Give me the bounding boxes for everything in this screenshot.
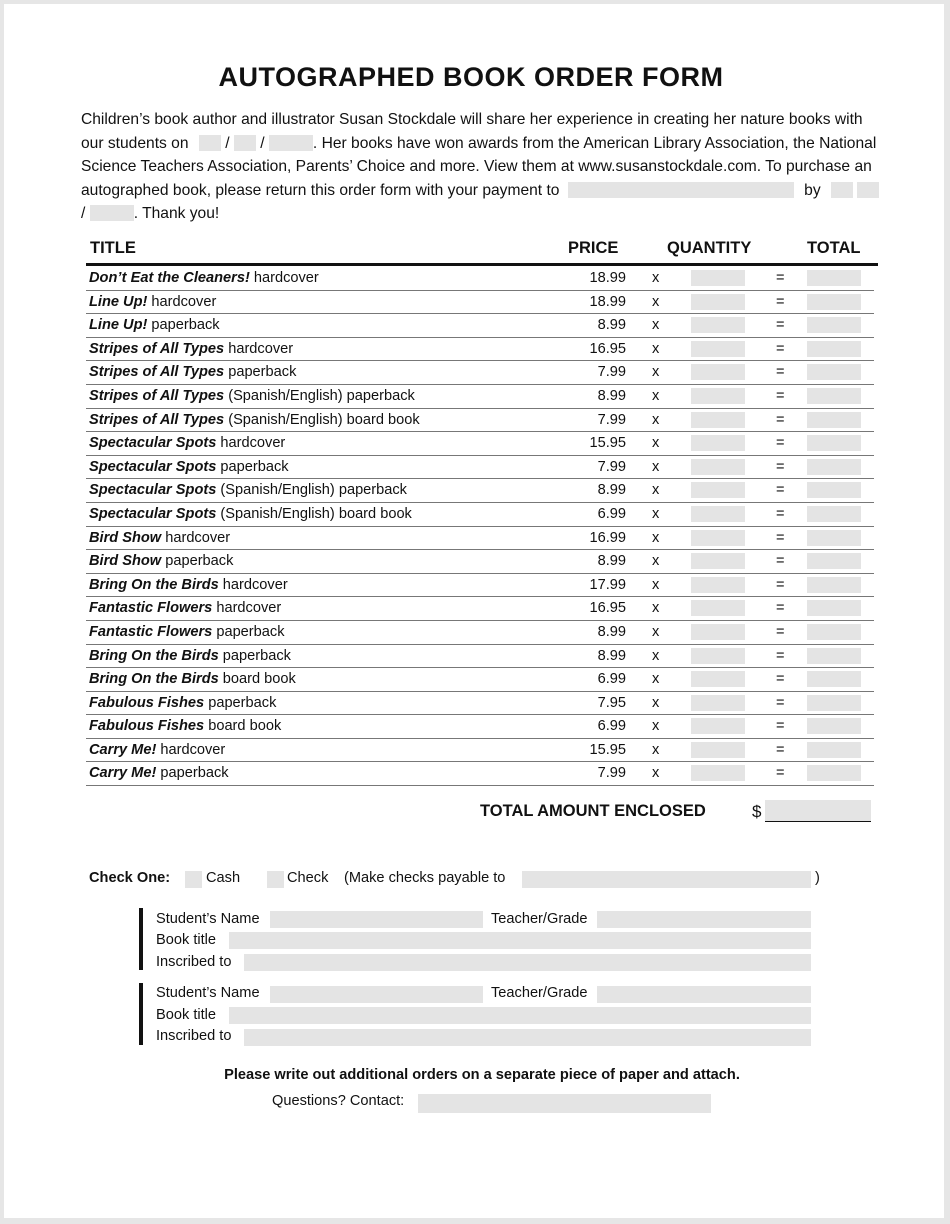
book-format: board book [204, 718, 282, 735]
book-format: hardcover [218, 576, 288, 593]
teacher-grade-field[interactable] [597, 986, 811, 1003]
book-title-bold: Stripes of All Types [89, 340, 225, 357]
equals-sign: = [776, 364, 785, 381]
teacher-grade-label: Teacher/Grade [491, 911, 588, 927]
table-row [86, 338, 874, 362]
inscribed-to-field[interactable] [244, 954, 811, 971]
line-total-field[interactable] [807, 695, 861, 711]
line-total-field[interactable] [807, 294, 861, 310]
order-group-2 [139, 983, 143, 1045]
book-price: 16.95 [589, 600, 626, 617]
table-row [86, 574, 874, 598]
book-price: 8.99 [597, 647, 626, 664]
inscribed-to-label: Inscribed to [156, 954, 232, 970]
table-row [86, 692, 874, 716]
intro-thanks: . Thank you! [133, 205, 220, 222]
times-sign: x [652, 435, 660, 452]
quantity-field[interactable] [691, 624, 745, 640]
quantity-field[interactable] [691, 600, 745, 616]
equals-sign: = [776, 293, 785, 310]
book-format: hardcover [249, 270, 319, 286]
book-title [89, 435, 285, 451]
times-sign: x [652, 505, 660, 522]
equals-sign: = [776, 505, 785, 522]
quantity-field[interactable] [691, 648, 745, 664]
quantity-field[interactable] [691, 459, 745, 475]
times-sign: x [652, 694, 660, 711]
book-title-bold: Carry Me! [89, 741, 157, 758]
book-title-bold: Bring On the Birds [89, 576, 219, 593]
additional-orders-note: Please write out additional orders on a separate piece of paper and attach. [224, 1067, 740, 1083]
table-row [86, 762, 874, 786]
equals-sign: = [776, 718, 785, 735]
book-format: hardcover [224, 340, 294, 357]
visit-month-field[interactable] [199, 135, 221, 151]
line-total-field[interactable] [807, 364, 861, 380]
book-format: paperback [218, 647, 291, 664]
equals-sign: = [776, 741, 785, 758]
equals-sign: = [776, 270, 785, 286]
equals-sign: = [776, 387, 785, 404]
book-format: board book [218, 671, 296, 688]
quantity-field[interactable] [691, 671, 745, 687]
quantity-field[interactable] [691, 577, 745, 593]
book-title [89, 388, 415, 404]
book-price: 7.99 [597, 411, 626, 428]
equals-sign: = [776, 529, 785, 546]
book-title-bold: Spectacular Spots [89, 482, 217, 499]
check-label: Check [287, 870, 329, 886]
book-price: 7.99 [597, 765, 626, 782]
header-total: TOTAL [807, 239, 861, 257]
intro-text-1: Children’s book author and illustrator Susan Stockdale will share her experience in creating her nature books with our students on [81, 111, 863, 152]
book-price: 15.95 [589, 741, 626, 758]
book-title [89, 600, 281, 616]
book-title-bold: Don’t Eat the Cleaners! [89, 270, 250, 286]
book-title-bold: Fantastic Flowers [89, 623, 213, 640]
quantity-field[interactable] [691, 294, 745, 310]
book-price: 7.99 [597, 458, 626, 475]
equals-sign: = [776, 458, 785, 475]
book-title-bold: Spectacular Spots [89, 505, 217, 522]
total-amount-field[interactable] [765, 800, 871, 822]
table-row [86, 479, 874, 503]
check-one-label: Check One: [89, 870, 171, 886]
times-sign: x [652, 647, 660, 664]
equals-sign: = [776, 600, 785, 617]
book-title-bold: Line Up! [89, 293, 148, 310]
book-title [89, 364, 296, 380]
times-sign: x [652, 553, 660, 570]
times-sign: x [652, 671, 660, 688]
date-slash: / [81, 205, 86, 222]
table-row [86, 527, 874, 551]
quantity-field[interactable] [691, 718, 745, 734]
student-name-label: Student’s Name [156, 911, 260, 927]
order-table [86, 267, 874, 786]
times-sign: x [652, 718, 660, 735]
book-title [89, 624, 285, 640]
line-total-field[interactable] [807, 577, 861, 593]
table-row [86, 409, 874, 433]
book-price: 8.99 [597, 317, 626, 334]
table-row [86, 597, 874, 621]
cash-label: Cash [206, 870, 241, 886]
book-title-bold: Stripes of All Types [89, 364, 225, 381]
quantity-field[interactable] [691, 530, 745, 546]
book-title-bold: Spectacular Spots [89, 458, 217, 475]
times-sign: x [652, 765, 660, 782]
book-title [89, 718, 281, 734]
teacher-grade-label: Teacher/Grade [491, 985, 588, 1001]
book-title [89, 412, 420, 428]
times-sign: x [652, 340, 660, 357]
table-row [86, 715, 874, 739]
equals-sign: = [776, 671, 785, 688]
equals-sign: = [776, 411, 785, 428]
times-sign: x [652, 623, 660, 640]
contact-label: Questions? Contact: [272, 1093, 405, 1109]
book-title [89, 765, 229, 781]
book-format: paperback [224, 364, 297, 381]
book-title [89, 695, 276, 711]
payable-label: (Make checks payable to [344, 870, 506, 886]
table-row [86, 432, 874, 456]
book-format: paperback [147, 317, 220, 334]
book-title [89, 341, 293, 357]
book-format: paperback [161, 553, 234, 570]
book-title [89, 317, 220, 333]
line-total-field[interactable] [807, 530, 861, 546]
times-sign: x [652, 364, 660, 381]
book-price: 8.99 [597, 553, 626, 570]
equals-sign: = [776, 482, 785, 499]
book-title-bold: Fantastic Flowers [89, 600, 213, 617]
teacher-grade-field[interactable] [597, 911, 811, 928]
payment-recipient-field[interactable] [568, 182, 794, 198]
line-total-field[interactable] [807, 412, 861, 428]
book-price: 6.99 [597, 671, 626, 688]
line-total-field[interactable] [807, 718, 861, 734]
equals-sign: = [776, 576, 785, 593]
line-total-field[interactable] [807, 341, 861, 357]
dollar-sign: $ [752, 802, 762, 821]
table-row [86, 668, 874, 692]
line-total-field[interactable] [807, 648, 861, 664]
check-checkbox[interactable] [267, 871, 284, 888]
book-title [89, 482, 407, 498]
line-total-field[interactable] [807, 506, 861, 522]
quantity-field[interactable] [691, 742, 745, 758]
cash-checkbox[interactable] [185, 871, 202, 888]
book-format: (Spanish/English) paperback [216, 482, 407, 499]
line-total-field[interactable] [807, 624, 861, 640]
book-price: 16.99 [589, 529, 626, 546]
quantity-field[interactable] [691, 412, 745, 428]
book-title-field[interactable] [229, 1007, 811, 1024]
book-title-bold: Stripes of All Types [89, 387, 225, 404]
book-title-label: Book title [156, 1007, 217, 1023]
quantity-field[interactable] [691, 317, 745, 333]
book-price: 8.99 [597, 623, 626, 640]
total-label: TOTAL AMOUNT ENCLOSED [480, 802, 706, 820]
student-name-label: Student’s Name [156, 985, 260, 1001]
quantity-field[interactable] [691, 341, 745, 357]
book-format: hardcover [212, 600, 282, 617]
book-price: 8.99 [597, 387, 626, 404]
student-name-field[interactable] [270, 911, 483, 928]
line-total-field[interactable] [807, 482, 861, 498]
book-title [89, 270, 319, 286]
book-format: (Spanish/English) board book [224, 411, 420, 428]
table-row [86, 314, 874, 338]
table-row [86, 503, 874, 527]
book-price: 16.95 [589, 340, 626, 357]
visit-year-field[interactable] [269, 135, 313, 151]
payment-label [89, 870, 170, 886]
book-title-bold: Bird Show [89, 553, 162, 570]
equals-sign: = [776, 340, 785, 357]
quantity-field[interactable] [691, 364, 745, 380]
page-title: AUTOGRAPHED BOOK ORDER FORM [218, 62, 724, 92]
book-format: paperback [216, 458, 289, 475]
line-total-field[interactable] [807, 671, 861, 687]
book-title-bold: Fabulous Fishes [89, 694, 205, 711]
book-title-bold: Fabulous Fishes [89, 718, 205, 735]
book-title [89, 742, 225, 758]
table-row [86, 361, 874, 385]
table-row [86, 739, 874, 763]
times-sign: x [652, 529, 660, 546]
line-total-field[interactable] [807, 435, 861, 451]
book-format: hardcover [156, 741, 226, 758]
order-group-1 [139, 908, 143, 970]
times-sign: x [652, 317, 660, 334]
inscribed-to-label: Inscribed to [156, 1028, 232, 1044]
book-title [89, 506, 412, 522]
equals-sign: = [776, 694, 785, 711]
book-title [89, 294, 216, 310]
book-format: hardcover [147, 293, 217, 310]
times-sign: x [652, 411, 660, 428]
quantity-field[interactable] [691, 553, 745, 569]
visit-day-field[interactable] [234, 135, 256, 151]
book-format: hardcover [216, 435, 286, 452]
line-total-field[interactable] [807, 270, 861, 286]
quantity-field[interactable] [691, 506, 745, 522]
book-format: (Spanish/English) paperback [224, 387, 415, 404]
book-price: 7.95 [597, 694, 626, 711]
book-price: 6.99 [597, 505, 626, 522]
line-total-field[interactable] [807, 600, 861, 616]
book-title-bold: Bring On the Birds [89, 671, 219, 688]
book-price: 18.99 [589, 270, 626, 286]
equals-sign: = [776, 317, 785, 334]
table-row [86, 291, 874, 315]
book-price: 8.99 [597, 482, 626, 499]
intro-text-2: . Her books have won awards from the American Library Association, the National Science Teachers Association, Parents’ Choice and more. View them at www.susanstockdale.com. To purchase an autographed book, please return this order form with your payment to [81, 134, 877, 199]
book-title [89, 530, 230, 546]
book-title-label: Book title [156, 932, 217, 948]
equals-sign: = [776, 647, 785, 664]
due-day-field[interactable] [857, 182, 879, 198]
line-total-field[interactable] [807, 765, 861, 781]
equals-sign: = [776, 765, 785, 782]
times-sign: x [652, 458, 660, 475]
quantity-field[interactable] [691, 482, 745, 498]
book-title [89, 459, 289, 475]
times-sign: x [652, 270, 660, 286]
times-sign: x [652, 482, 660, 499]
times-sign: x [652, 741, 660, 758]
book-title-field[interactable] [229, 932, 811, 949]
book-format: hardcover [161, 529, 231, 546]
intro-paragraph [81, 108, 881, 226]
line-total-field[interactable] [807, 742, 861, 758]
quantity-field[interactable] [691, 270, 745, 286]
equals-sign: = [776, 435, 785, 452]
line-total-field[interactable] [807, 317, 861, 333]
book-format: (Spanish/English) board book [216, 505, 412, 522]
line-total-field[interactable] [807, 553, 861, 569]
equals-sign: = [776, 553, 785, 570]
book-title-bold: Spectacular Spots [89, 435, 217, 452]
due-month-field[interactable] [831, 182, 853, 198]
table-row [86, 385, 874, 409]
times-sign: x [652, 387, 660, 404]
header-price: PRICE [568, 239, 619, 257]
line-total-field[interactable] [807, 388, 861, 404]
book-title-bold: Stripes of All Types [89, 411, 225, 428]
quantity-field[interactable] [691, 695, 745, 711]
date-slash: / [225, 134, 230, 152]
header-title: TITLE [90, 239, 136, 257]
book-title [89, 553, 233, 569]
book-price: 6.99 [597, 718, 626, 735]
student-name-field[interactable] [270, 986, 483, 1003]
line-total-field[interactable] [807, 459, 861, 475]
table-header [86, 237, 878, 266]
book-format: paperback [212, 623, 285, 640]
intro-by: by [804, 181, 821, 199]
table-row [86, 456, 874, 480]
book-title [89, 577, 288, 593]
payable-close: ) [815, 870, 820, 886]
times-sign: x [652, 600, 660, 617]
book-title-bold: Line Up! [89, 317, 148, 334]
date-slash: / [260, 134, 265, 152]
due-year-field[interactable] [90, 205, 134, 221]
table-row [86, 621, 874, 645]
inscribed-to-field[interactable] [244, 1029, 811, 1046]
table-row [86, 645, 874, 669]
contact-field[interactable] [418, 1094, 711, 1113]
book-title-bold: Bird Show [89, 529, 162, 546]
book-price: 17.99 [589, 576, 626, 593]
book-title-bold: Carry Me! [89, 765, 157, 782]
quantity-field[interactable] [691, 435, 745, 451]
table-row [86, 267, 874, 291]
header-quantity: QUANTITY [667, 239, 752, 257]
book-price: 18.99 [589, 293, 626, 310]
book-price: 15.95 [589, 435, 626, 452]
book-format: paperback [156, 765, 229, 782]
payable-to-field[interactable] [522, 871, 811, 888]
book-price: 7.99 [597, 364, 626, 381]
quantity-field[interactable] [691, 765, 745, 781]
times-sign: x [652, 293, 660, 310]
times-sign: x [652, 576, 660, 593]
equals-sign: = [776, 623, 785, 640]
book-format: paperback [204, 694, 277, 711]
book-title [89, 671, 296, 687]
table-row [86, 550, 874, 574]
quantity-field[interactable] [691, 388, 745, 404]
book-title-bold: Bring On the Birds [89, 647, 219, 664]
book-title [89, 648, 291, 664]
